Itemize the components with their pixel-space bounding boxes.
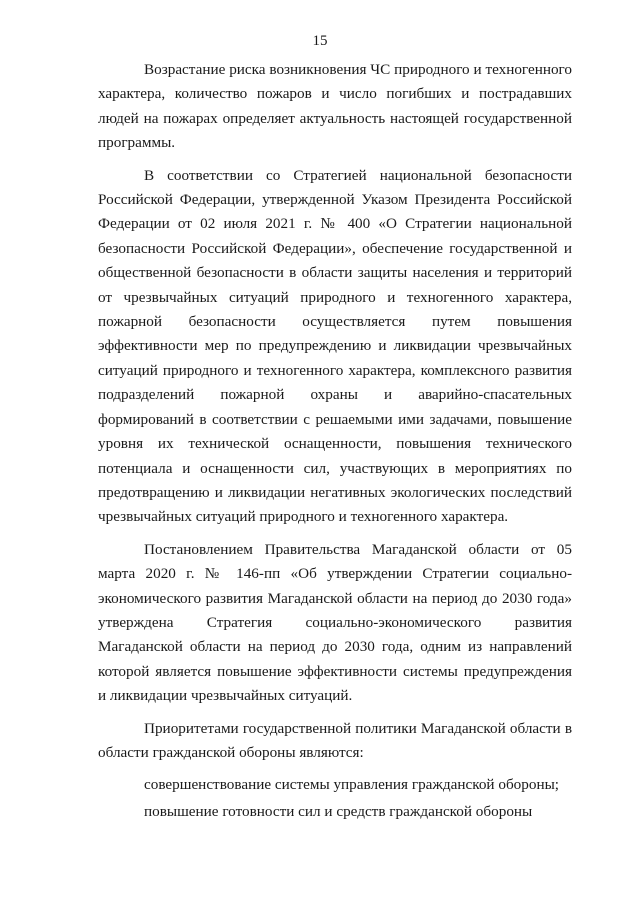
document-body [98,58,572,824]
paragraph-national-security-strategy: В соответствии со Стратегией национальной безопасности Российской Федерации, утвержденной Указом Президента Российской Федерации от 02 июля 2021 г. № 400 «О Стратегии национальной безопасности Российской Федерации», обеспечение государственной и общественной безопасности в области защиты населения и территорий от чрезвычайных ситуаций природного и техногенного характера, пожарной безопасности осуществляется путем повышения эффективности мер по предупреждению и ликвидации чрезвычайных ситуаций природного и техногенного характера, комплексного развития подразделений пожарной охраны и аварийно-спасательных формирований в соответствии с решаемыми ими задачами, повышение уровня их технической оснащенности, повышения технического потенциала и оснащенности сил, участвующих в мероприятиях по предотвращению и ликвидации негативных экологических последствий чрезвычайных ситуаций природного и техногенного характера. [98,166,572,526]
list-item-management-system: совершенствование системы управления гражданской обороны; [144,776,560,794]
paragraph-civil-defense-priorities: Приоритетами государственной политики Магаданской области в области гражданской обороны являются: [98,719,572,761]
paragraph-risk-growth: Возрастание риска возникновения ЧС природного и техногенного характера, количество пожаров и число погибших и пострадавших людей на пожарах определяет актуальность настоящей государственной программы. [98,61,572,152]
page-number: 15 [312,33,328,49]
list-item-forces-readiness: повышение готовности сил и средств гражданской обороны [144,802,533,820]
paragraph-regional-development-strategy: Постановлением Правительства Магаданской области от 05 марта 2020 г. № 146-пп «Об утверждении Стратегии социально-экономического развития Магаданской области на период до 2030 года» утверждена Стратегия социально-экономического развития Магаданской области на период до 2030 года, одним из направлений которой является повышение эффективности системы предупреждения и ликвидации чрезвычайных ситуаций. [98,540,572,705]
